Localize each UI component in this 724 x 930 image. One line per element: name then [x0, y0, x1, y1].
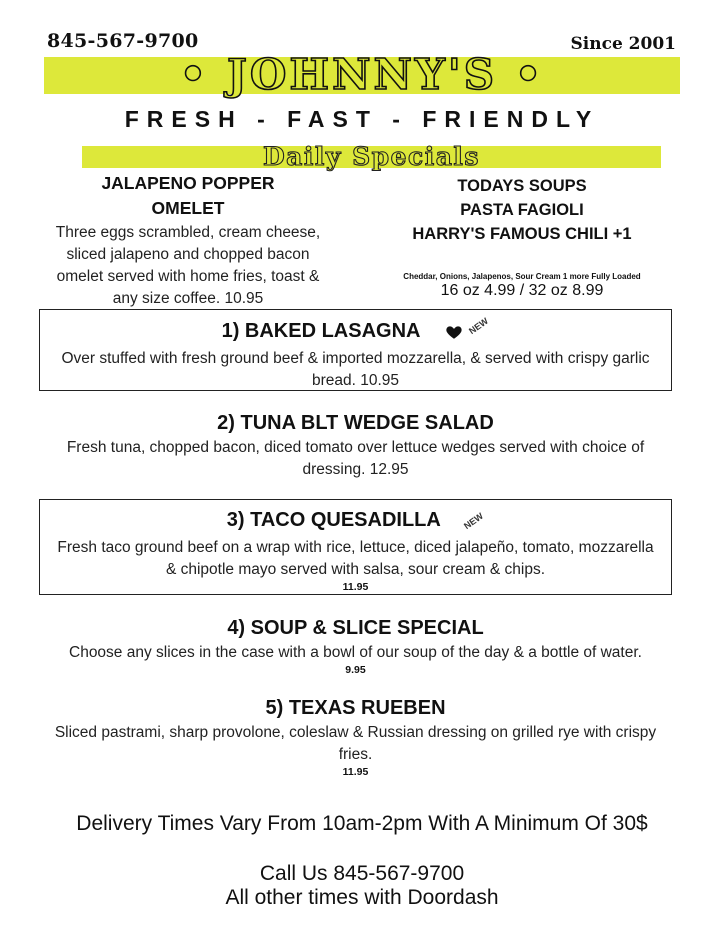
item-title-text: 1) BAKED LASAGNA [221, 320, 420, 342]
item-title: 4) SOUP & SLICE SPECIAL [227, 617, 484, 639]
delivery-info: Delivery Times Vary From 10am-2pm With A Minimum Of 30$ [76, 812, 648, 835]
item-desc-line: Choose any slices in the case with a bowl of our soup of the day & a bottle of water. [69, 644, 642, 661]
omelet-title-line1: JALAPENO POPPER [101, 173, 275, 193]
heart-icon [445, 323, 463, 341]
menu-item-lasagna [39, 309, 672, 391]
since-year: Since 2001 [570, 34, 676, 54]
omelet-desc-line: sliced jalapeno and chopped bacon [66, 246, 310, 263]
menu-item-soup-slice [39, 614, 672, 677]
chili-toppings: Cheddar, Onions, Jalapenos, Sour Cream 1 more Fully Loaded [403, 272, 641, 281]
daily-specials-title: Daily Specials [262, 142, 481, 171]
omelet-desc-line: Three eggs scrambled, cream cheese, [55, 224, 321, 241]
tagline: FRESH - FAST - FRIENDLY [124, 106, 600, 132]
item-desc-line: bread. 10.95 [311, 372, 400, 389]
soup-prices: 16 oz 4.99 / 32 oz 8.99 [440, 282, 604, 299]
item-title: 5) TEXAS RUEBEN [265, 697, 446, 719]
doordash-info: All other times with Doordash [225, 886, 499, 909]
menu-item-texas-rueben [39, 694, 672, 779]
item-title [40, 317, 671, 348]
call-us: Call Us 845-567-9700 [259, 862, 465, 885]
omelet-special [44, 171, 332, 310]
item-price: 9.95 [345, 664, 366, 676]
soup-item: PASTA FAGIOLI [460, 201, 584, 219]
menu-item-tuna-salad [39, 409, 672, 481]
new-badge: NEW [467, 315, 491, 337]
item-desc-line: & chipotle mayo served with salsa, sour cream & chips. [165, 561, 546, 578]
soups-special [372, 174, 672, 301]
item-desc-line: Fresh tuna, chopped bacon, diced tomato over lettuce wedges served with choice of [66, 439, 645, 456]
item-title: 2) TUNA BLT WEDGE SALAD [217, 412, 494, 434]
item-price: 11.95 [342, 766, 369, 778]
item-desc-line: Sliced pastrami, sharp provolone, coleslaw & Russian dressing on grilled rye with crispy [54, 724, 657, 741]
item-desc-line: Over stuffed with fresh ground beef & imported mozzarella, & served with crispy garlic [61, 350, 650, 367]
item-desc-line: Fresh taco ground beef on a wrap with rice, lettuce, diced jalapeño, tomato, mozzarella [57, 539, 654, 556]
item-price: 11.95 [342, 581, 369, 593]
item-desc-line: fries. [338, 746, 373, 763]
omelet-desc-line: any size coffee. 10.95 [112, 290, 264, 307]
item-title [40, 506, 671, 537]
new-badge: NEW [462, 510, 486, 532]
omelet-desc-line: omelet served with home fries, toast & [56, 268, 320, 285]
soups-heading: TODAYS SOUPS [457, 177, 587, 195]
menu-item-taco-quesadilla [39, 499, 672, 595]
soup-item: HARRY'S FAMOUS CHILI +1 [412, 225, 632, 243]
omelet-title-line2: OMELET [151, 198, 225, 218]
item-title-text: 3) TACO QUESADILLA [226, 509, 441, 531]
brand-title: • JOHNNY'S • [179, 50, 545, 99]
phone-number: 845-567-9700 [47, 30, 199, 52]
item-desc-line: dressing. 12.95 [302, 461, 409, 478]
